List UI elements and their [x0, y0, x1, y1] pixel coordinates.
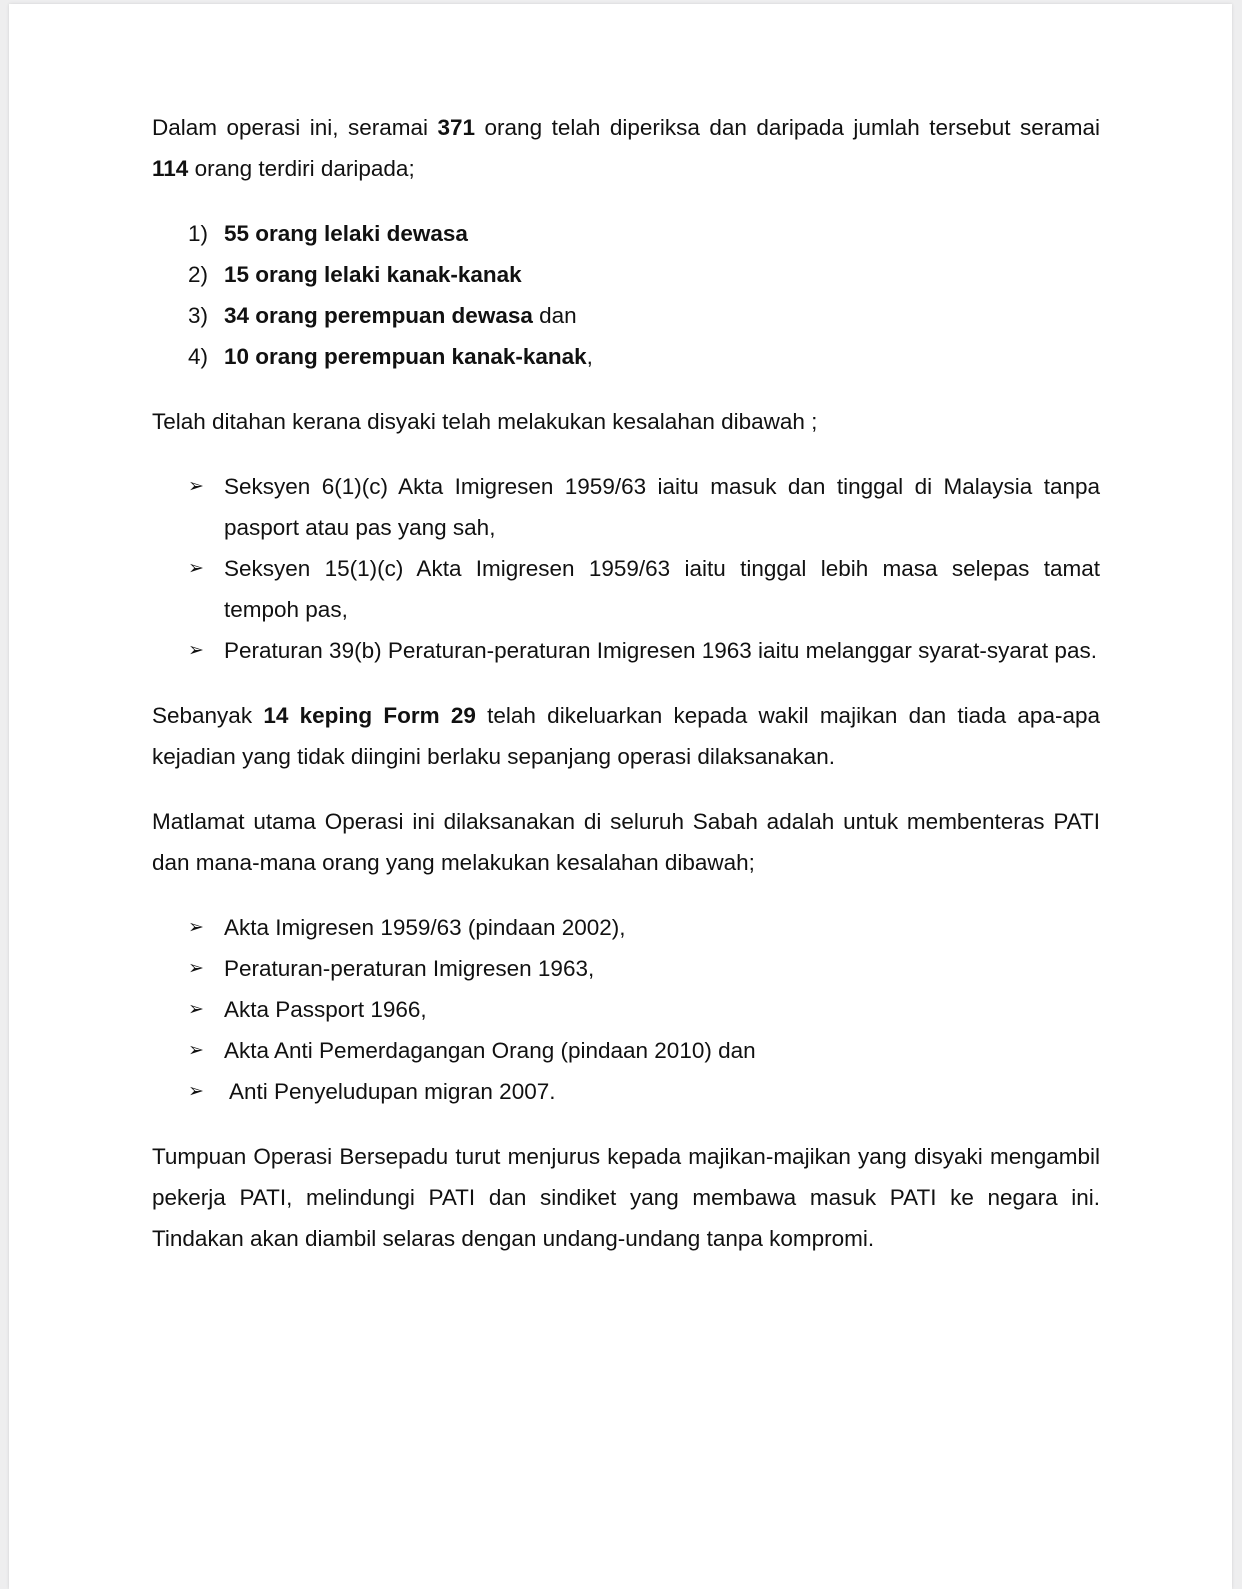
arrow-bullet-icon: ➢: [188, 1081, 204, 1102]
list-item: ➢ Akta Anti Pemerdagangan Orang (pindaan 2010) dan: [188, 1030, 1100, 1071]
intro-text-2: orang telah diperiksa dan daripada jumlah tersebut seramai: [475, 115, 1100, 140]
intro-text-3: orang terdiri daripada;: [188, 156, 415, 181]
arrow-bullet-icon: ➢: [188, 558, 204, 579]
detainee-count-list: [152, 213, 1100, 377]
offence-list: [152, 466, 1100, 671]
list-item: ➢ Akta Passport 1966,: [188, 989, 1100, 1030]
focus-paragraph: Tumpuan Operasi Bersepadu turut menjurus kepada majikan-majikan yang disyaki mengambil pekerja PATI, melindungi PATI dan sindiket yang membawa masuk PATI ke negara ini. Tindakan akan diambil selaras dengan undang-undang tanpa kompromi.: [152, 1144, 1100, 1251]
arrow-bullet-icon: ➢: [188, 999, 204, 1020]
forms-count: 14 keping Form 29: [263, 703, 476, 728]
list-item: 3) 34 orang perempuan dewasa dan: [188, 303, 577, 328]
list-item: ➢ Akta Imigresen 1959/63 (pindaan 2002),: [188, 907, 1100, 948]
list-item: 2) 15 orang lelaki kanak-kanak: [188, 262, 522, 287]
list-item: ➢ Anti Penyeludupan migran 2007.: [188, 1071, 1100, 1112]
arrow-bullet-icon: ➢: [188, 958, 204, 979]
arrow-bullet-icon: ➢: [188, 640, 204, 661]
list-item: ➢ Peraturan 39(b) Peraturan-peraturan Imigresen 1963 iaitu melanggar syarat-syarat pas.: [188, 630, 1100, 671]
document-page: [9, 4, 1232, 1589]
arrow-bullet-icon: ➢: [188, 476, 204, 497]
forms-paragraph: Sebanyak 14 keping Form 29 telah dikeluarkan kepada wakil majikan dan tiada apa-apa kejadian yang tidak diingini berlaku sepanjang operasi dilaksanakan.: [152, 703, 1100, 769]
total-detained: 114: [152, 156, 189, 181]
list-item: 4) 10 orang perempuan kanak-kanak,: [188, 344, 593, 369]
document-content: [152, 107, 1100, 1259]
total-checked: 371: [437, 115, 476, 140]
intro-text-1: Dalam operasi ini, seramai: [152, 115, 438, 140]
acts-list: [152, 907, 1100, 1112]
intro-paragraph: [152, 107, 1100, 189]
list-item: ➢ Peraturan-peraturan Imigresen 1963,: [188, 948, 1100, 989]
list-item: 1) 55 orang lelaki dewasa: [188, 221, 468, 246]
arrow-bullet-icon: ➢: [188, 1040, 204, 1061]
arrow-bullet-icon: ➢: [188, 917, 204, 938]
detained-paragraph: Telah ditahan kerana disyaki telah melakukan kesalahan dibawah ;: [152, 409, 818, 434]
goal-paragraph: Matlamat utama Operasi ini dilaksanakan di seluruh Sabah adalah untuk membenteras PATI dan mana-mana orang yang melakukan kesalahan dibawah;: [152, 809, 1100, 875]
list-item: ➢ Seksyen 6(1)(c) Akta Imigresen 1959/63 iaitu masuk dan tinggal di Malaysia tanpa pasport atau pas yang sah,: [188, 466, 1100, 548]
list-item: ➢ Seksyen 15(1)(c) Akta Imigresen 1959/63 iaitu tinggal lebih masa selepas tamat tempoh pas,: [188, 548, 1100, 630]
